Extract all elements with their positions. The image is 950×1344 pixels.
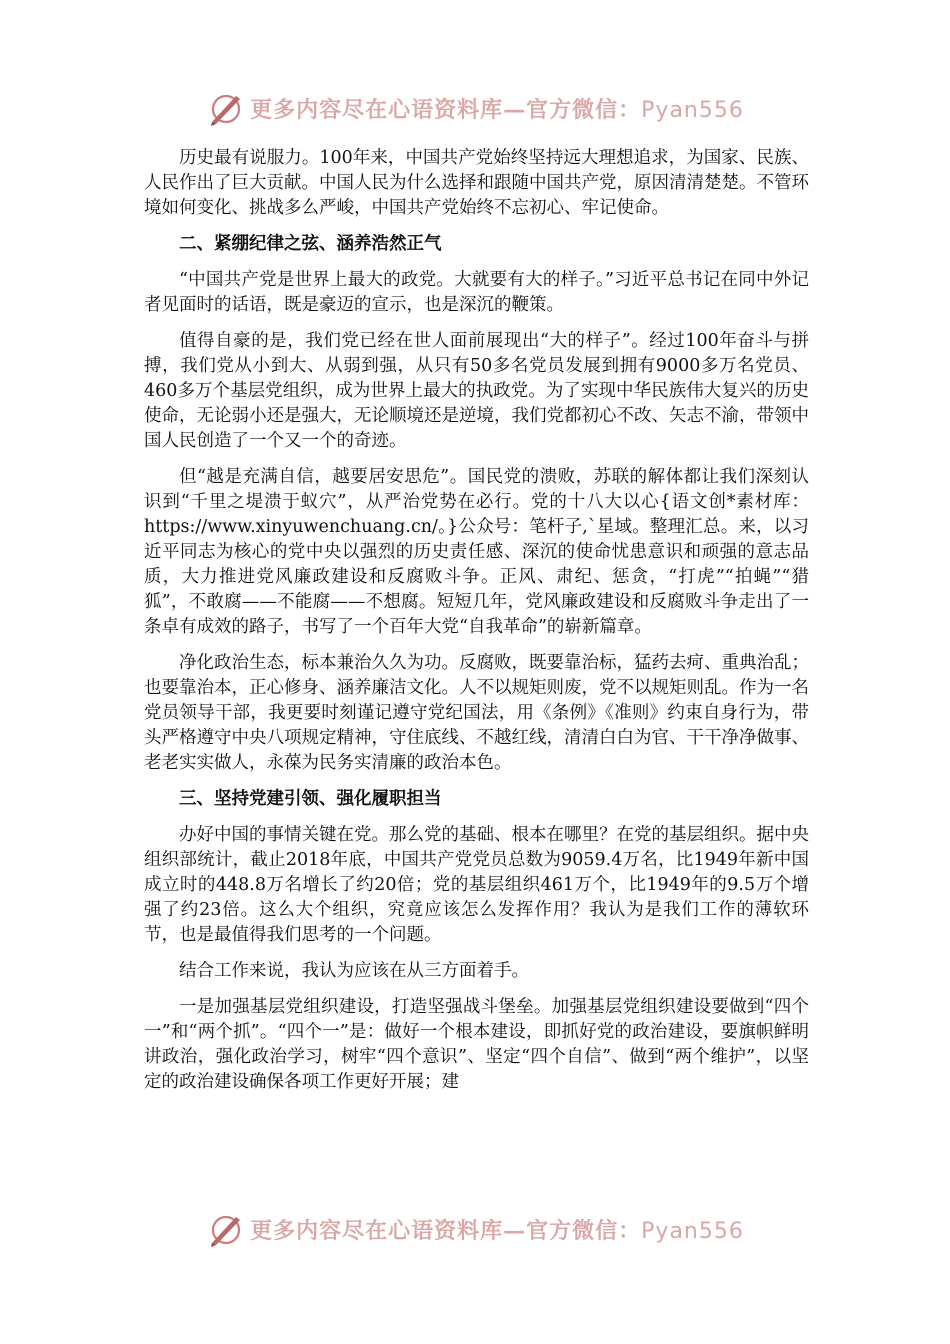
paragraph: 办好中国的事情关键在党。那么党的基础、根本在哪里？在党的基层组织。据中央组织部统计，截止2018年底，中国共产党党员总数为9059.4万名，比1949年新中国成立时的448.8万名增长了约20倍；党的基层组织461万个，比1949年的9.5万个增强了约23倍。这么大个组织，究竟应该怎么发挥作用？我认为是我们工作的薄软环节，也是最值得我们思考的一个问题。: [144, 825, 809, 945]
paragraph: 一是加强基层党组织建设，打造坚强战斗堡垒。加强基层党组织建设要做到“四个一”和“两个抓”。“四个一”是：做好一个根本建设，即抓好党的政治建设，要旗帜鲜明讲政治，强化政治学习，树牢“四个意识”、坚定“四个自信”、做到“两个维护”，以坚定的政治建设确保各项工作更好开展；建: [144, 997, 809, 1092]
footer-banner: [0, 1207, 950, 1251]
header-banner: [0, 86, 950, 130]
paragraph: 值得自豪的是，我们党已经在世人面前展现出“大的样子”。经过100年奋斗与拼搏，我们党从小到大、从弱到强，从只有50多名党员发展到拥有9000多万名党员、460多万个基层党组织，成为世界上最大的执政党。为了实现中华民族伟大复兴的历史使命，无论弱小还是强大，无论顺境还是逆境，我们党都初心不改、矢志不渝，带领中国人民创造了一个又一个的奇迹。: [144, 331, 809, 451]
banner-text-cn: 更多内容尽在心语资料库—官方微信：: [250, 1217, 642, 1244]
banner-text: [250, 1214, 744, 1245]
pen-logo-icon: [206, 1209, 246, 1249]
section-heading: 三、坚持党建引领、强化履职担当: [179, 789, 442, 809]
banner-text-wechat: Pyan556: [641, 97, 744, 123]
pen-logo-icon: [206, 88, 246, 128]
paragraph: 但“越是充满自信，越要居安思危”。国民党的溃败，苏联的解体都让我们深刻认识到“千里之堤溃于蚁穴”，从严治党势在必行。党的十八大以心{语文创*素材库：https://www.xinyuwenchuang.cn/。}公众号：笔杆子,`星域。整理汇总。来，以习近平同志为核心的党中央以强烈的历史责任感、深沉的使命忧患意识和顽强的意志品质，大力推进党风廉政建设和反腐败斗争。正风、肃纪、惩贪，“打虎”“拍蝇”“猎狐”，不敢腐——不能腐——不想腐。短短几年，党风廉政建设和反腐败斗争走出了一条卓有成效的路子，书写了一个百年大党“自我革命”的崭新篇章。: [144, 467, 809, 637]
banner-text-wechat: Pyan556: [641, 1218, 744, 1244]
banner-text: [250, 93, 744, 124]
paragraph: “中国共产党是世界上最大的政党。大就要有大的样子。”习近平总书记在同中外记者见面时的话语，既是豪迈的宣示，也是深沉的鞭策。: [144, 270, 809, 315]
paragraph: 结合工作来说，我认为应该在从三方面着手。: [179, 961, 529, 981]
section-heading: 二、紧绷纪律之弦、涵养浩然正气: [179, 234, 442, 254]
paragraph: 净化政治生态，标本兼治久久为功。反腐败，既要靠治标，猛药去疴、重典治乱；也要靠治本，正心修身、涵养廉洁文化。人不以规矩则废，党不以规矩则乱。作为一名党员领导干部，我更要时刻谨记遵守党纪国法，用《条例》《准则》约束自身行为，带头严格遵守中央八项规定精神，守住底线、不越红线，清清白白为官、干干净净做事、老老实实做人，永葆为民务实清廉的政治本色。: [144, 653, 809, 773]
banner-text-cn: 更多内容尽在心语资料库—官方微信：: [250, 96, 642, 123]
paragraph: 历史最有说服力。100年来，中国共产党始终坚持远大理想追求，为国家、民族、人民作出了巨大贡献。中国人民为什么选择和跟随中国共产党，原因清清楚楚。不管环境如何变化、挑战多么严峻，中国共产党始终不忘初心、牢记使命。: [144, 148, 809, 218]
document-body: [144, 146, 809, 1106]
